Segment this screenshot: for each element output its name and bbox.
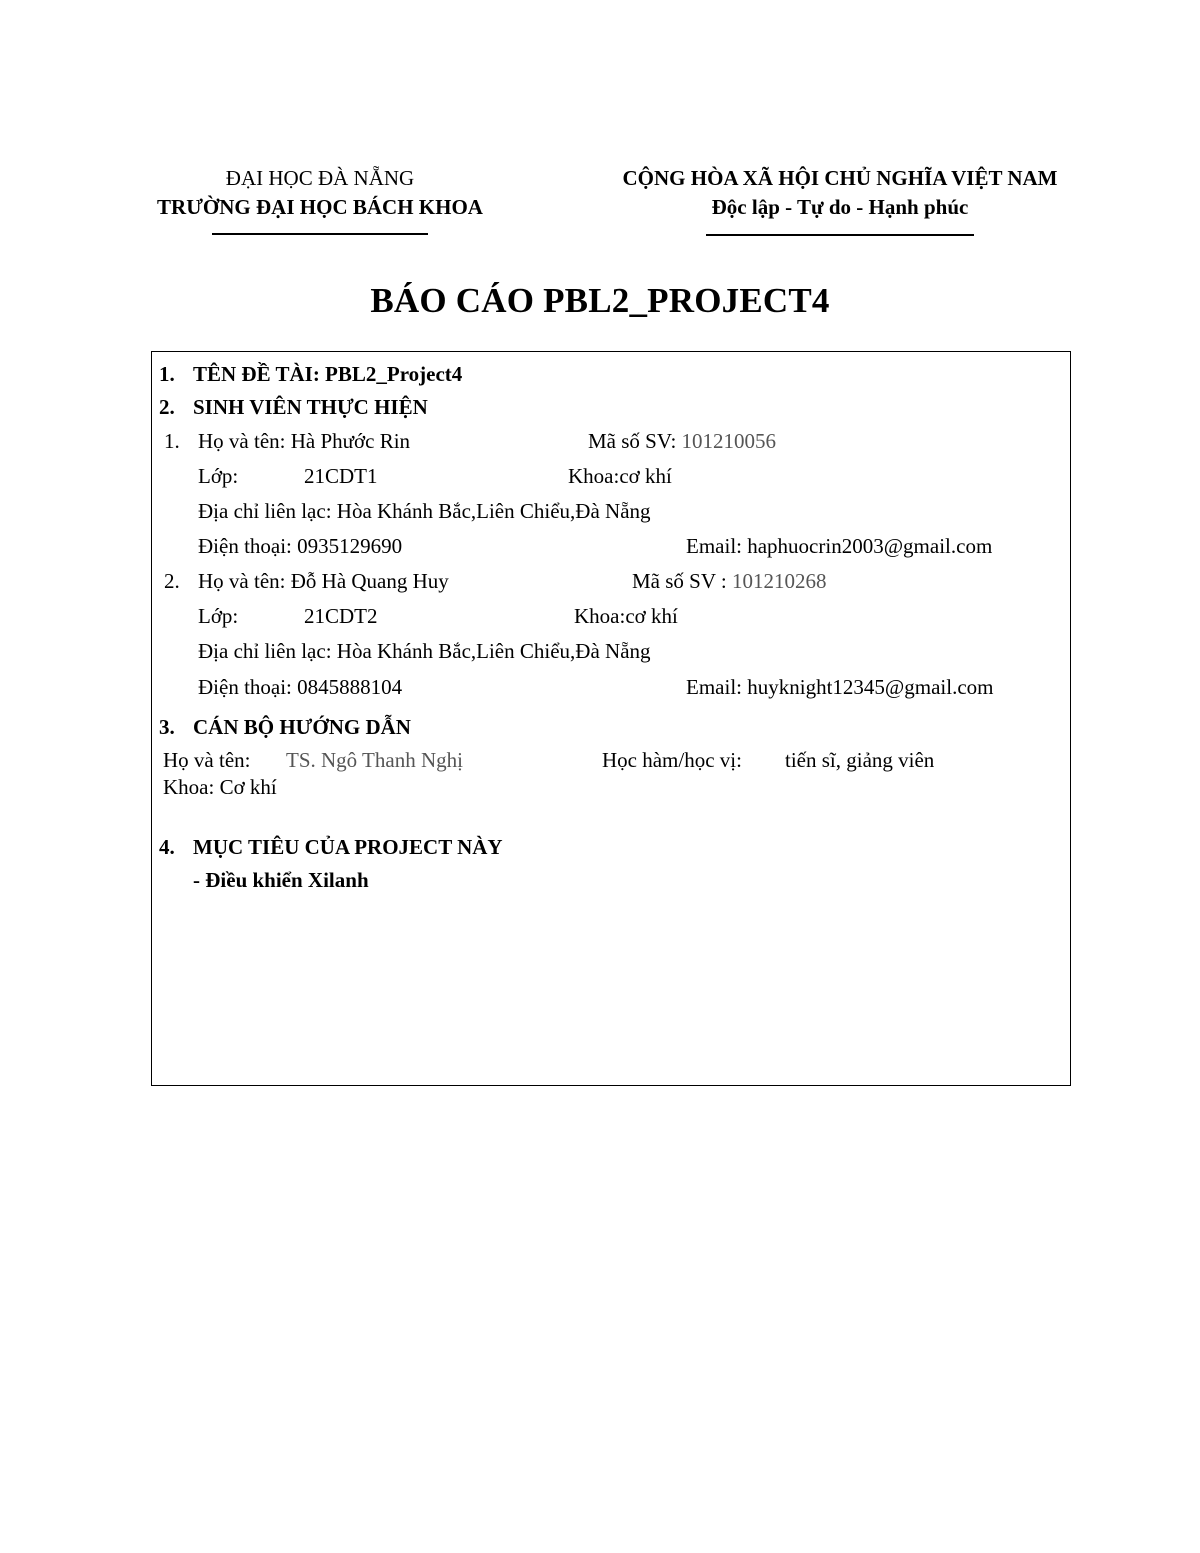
name-label: Họ và tên: bbox=[198, 429, 291, 453]
student-2-faculty: Khoa:cơ khí bbox=[574, 604, 678, 628]
student-id-label: Mã số SV : bbox=[632, 569, 732, 593]
objective-item: - Điều khiển Xilanh bbox=[193, 868, 369, 892]
school-name: TRƯỜNG ĐẠI HỌC BÁCH KHOA bbox=[157, 195, 483, 219]
section-students bbox=[159, 394, 428, 420]
section-label: CÁN BỘ HƯỚNG DẪN bbox=[193, 715, 411, 739]
section-number: 3. bbox=[159, 715, 175, 739]
student-2-id-row bbox=[632, 568, 826, 594]
header-right-divider bbox=[706, 234, 974, 236]
section-number: 4. bbox=[159, 835, 175, 859]
student-1-number: 1. bbox=[164, 429, 180, 453]
student-2-email: Email: huyknight12345@gmail.com bbox=[686, 675, 994, 699]
student-1-class: 21CDT1 bbox=[304, 464, 378, 488]
national-name: CỘNG HÒA XÃ HỘI CHỦ NGHĨA VIỆT NAM bbox=[622, 166, 1058, 190]
section-objective bbox=[159, 834, 503, 860]
section-supervisor bbox=[159, 714, 411, 740]
student-1-phone: Điện thoại: 0935129690 bbox=[198, 534, 403, 558]
student-2-class-label: Lớp: bbox=[198, 604, 239, 628]
supervisor-title: tiến sĩ, giảng viên bbox=[785, 748, 935, 772]
student-2-phone: Điện thoại: 0845888104 bbox=[198, 675, 403, 699]
student-2-address: Địa chỉ liên lạc: Hòa Khánh Bắc,Liên Chiểu,Đà Nẵng bbox=[198, 639, 651, 663]
supervisor-name-label: Họ và tên: bbox=[163, 748, 251, 772]
university-name: ĐẠI HỌC ĐÀ NẴNG bbox=[225, 166, 415, 190]
section-number: 1. bbox=[159, 362, 175, 386]
student-name: Hà Phước Rin bbox=[290, 429, 411, 453]
student-1-address: Địa chỉ liên lạc: Hòa Khánh Bắc,Liên Chiểu,Đà Nẵng bbox=[198, 499, 651, 523]
student-1-class-label: Lớp: bbox=[198, 464, 239, 488]
section-label: TÊN ĐỀ TÀI: PBL2_Project4 bbox=[193, 362, 463, 386]
student-id-label: Mã số SV: bbox=[588, 429, 682, 453]
section-number: 2. bbox=[159, 395, 175, 419]
student-2-number: 2. bbox=[164, 569, 180, 593]
student-2-name-row bbox=[198, 568, 449, 594]
university-header bbox=[150, 164, 490, 235]
document-title: BÁO CÁO PBL2_PROJECT4 bbox=[370, 281, 830, 320]
student-id: 101210056 bbox=[681, 429, 777, 453]
student-id: 101210268 bbox=[731, 569, 827, 593]
section-topic bbox=[159, 361, 462, 387]
section-label: SINH VIÊN THỰC HIỆN bbox=[193, 395, 428, 419]
student-1-faculty: Khoa:cơ khí bbox=[568, 464, 672, 488]
national-header bbox=[572, 164, 1108, 236]
student-1-id-row bbox=[588, 428, 776, 454]
supervisor-name: TS. Ngô Thanh Nghị bbox=[286, 748, 463, 772]
student-1-email: Email: haphuocrin2003@gmail.com bbox=[686, 534, 993, 558]
header-left-divider bbox=[212, 233, 428, 235]
student-1-name-row bbox=[198, 428, 410, 454]
supervisor-faculty: Khoa: Cơ khí bbox=[163, 775, 277, 799]
student-2-class: 21CDT2 bbox=[304, 604, 378, 628]
name-label: Họ và tên: bbox=[198, 569, 291, 593]
national-motto: Độc lập - Tự do - Hạnh phúc bbox=[711, 195, 969, 219]
section-label: MỤC TIÊU CỦA PROJECT NÀY bbox=[193, 835, 503, 859]
supervisor-title-label: Học hàm/học vị: bbox=[602, 748, 742, 772]
student-name: Đỗ Hà Quang Huy bbox=[290, 569, 449, 593]
